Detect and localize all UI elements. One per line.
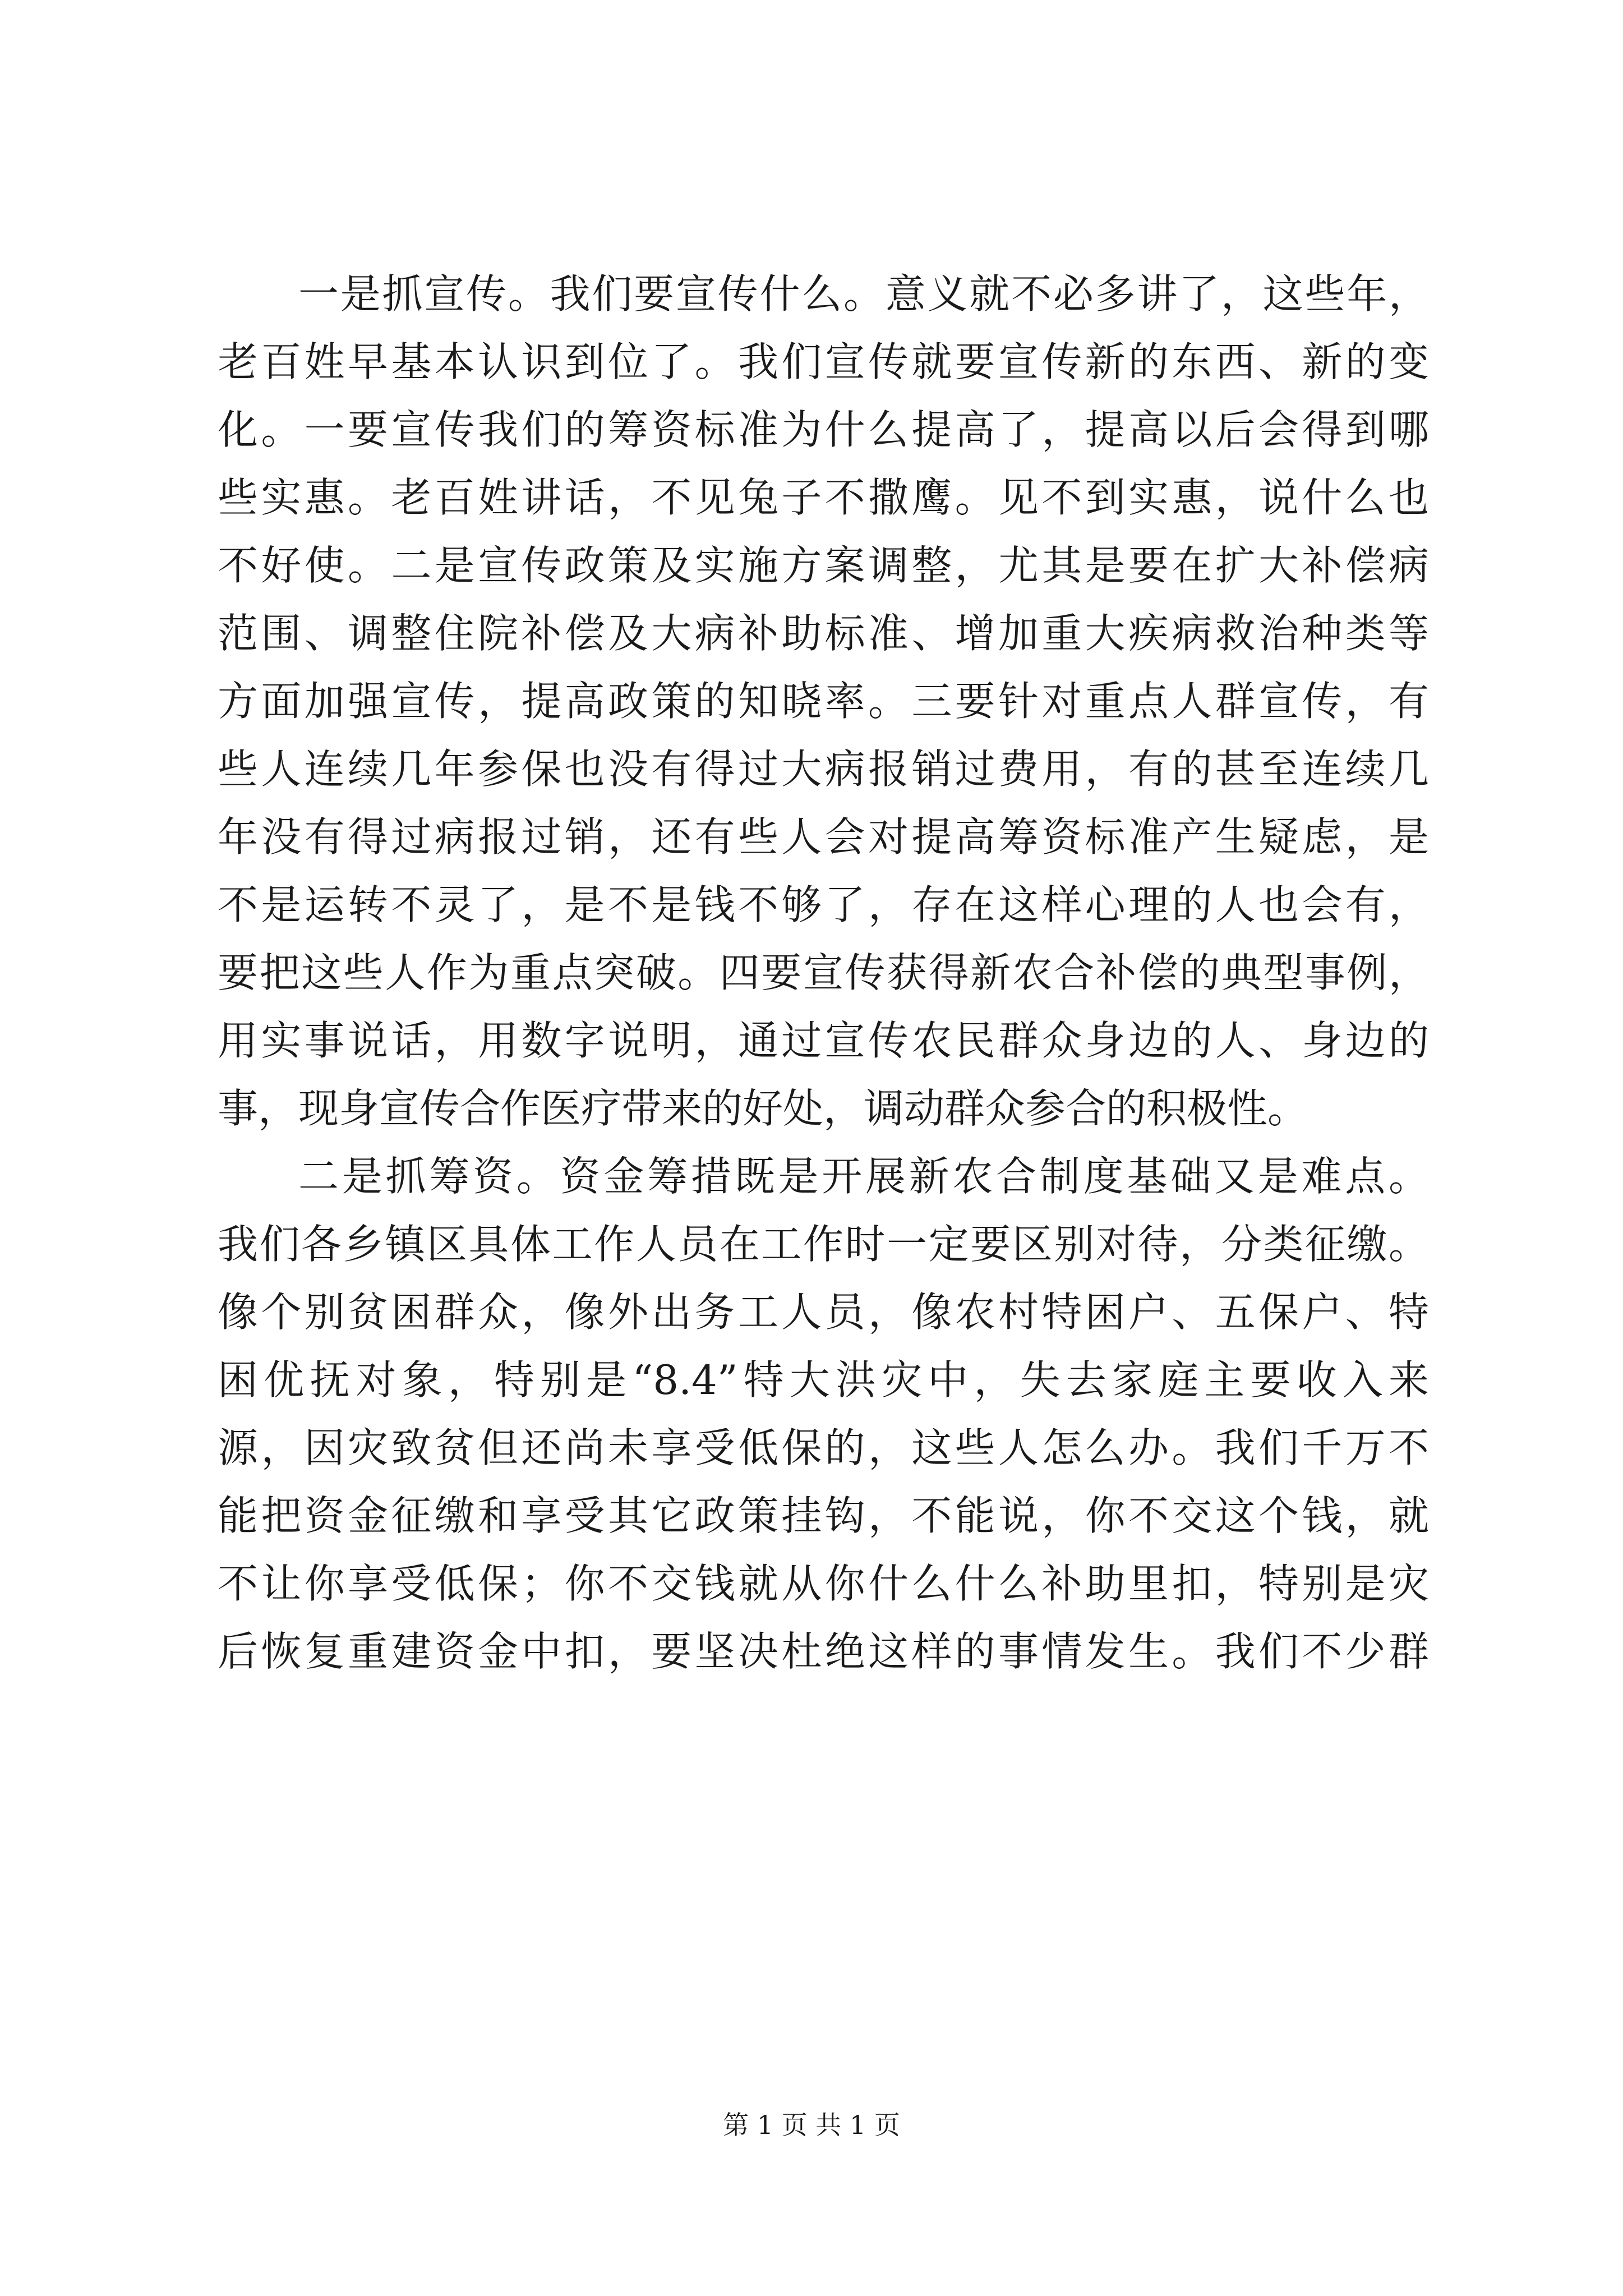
- paragraph-1-line-4: 些实惠。老百姓讲话，不见兔子不撒鹰。见不到实惠，说什么也: [218, 474, 1429, 521]
- paragraph-1-line-7: 方面加强宣传，提高政策的知晓率。三要针对重点人群宣传，有: [218, 678, 1429, 725]
- paragraph-2-line-2: 我们各乡镇区具体工作人员在工作时一定要区别对待，分类征缴。: [218, 1221, 1429, 1268]
- paragraph-1-line-10: 不是运转不灵了，是不是钱不够了，存在这样心理的人也会有，: [218, 881, 1429, 928]
- paragraph-1-line-12: 用实事说话，用数字说明，通过宣传农民群众身边的人、身边的: [218, 1017, 1429, 1064]
- paragraph-1-line-1: 一是抓宣传。我们要宣传什么。意义就不必多讲了，这些年，: [298, 270, 1429, 318]
- paragraph-2-line-1: 二是抓筹资。资金筹措既是开展新农合制度基础又是难点。: [298, 1153, 1429, 1200]
- paragraph-2-line-8: 后恢复重建资金中扣，要坚决杜绝这样的事情发生。我们不少群: [218, 1628, 1429, 1675]
- paragraph-1-line-8: 些人连续几年参保也没有得过大病报销过费用，有的甚至连续几: [218, 746, 1429, 793]
- paragraph-1-line-2: 老百姓早基本认识到位了。我们宣传就要宣传新的东西、新的变: [218, 338, 1429, 385]
- paragraph-1-line-5: 不好使。二是宣传政策及实施方案调整，尤其是要在扩大补偿病: [218, 542, 1429, 589]
- paragraph-1-line-11: 要把这些人作为重点突破。四要宣传获得新农合补偿的典型事例，: [218, 949, 1429, 996]
- paragraph-1-line-6: 范围、调整住院补偿及大病补助标准、增加重大疾病救治种类等: [218, 610, 1429, 657]
- paragraph-2-line-5: 源，因灾致贫但还尚未享受低保的，这些人怎么办。我们千万不: [218, 1424, 1429, 1471]
- paragraph-2-line-4: 困优抚对象，特别是“8.4”特大洪灾中，失去家庭主要收入来: [218, 1356, 1429, 1404]
- paragraph-1-line-13: 事，现身宣传合作医疗带来的好处，调动群众参合的积极性。: [218, 1085, 1308, 1132]
- paragraph-2-line-3: 像个别贫困群众，像外出务工人员，像农村特困户、五保户、特: [218, 1289, 1429, 1336]
- paragraph-1-line-9: 年没有得过病报过销，还有些人会对提高筹资标准产生疑虑，是: [218, 813, 1429, 861]
- document-body: [218, 260, 1429, 1686]
- page-footer: 第 1 页 共 1 页: [723, 2110, 900, 2140]
- paragraph-1-line-3: 化。一要宣传我们的筹资标准为什么提高了，提高以后会得到哪: [218, 406, 1429, 453]
- paragraph-2-line-7: 不让你享受低保；你不交钱就从你什么什么补助里扣，特别是灾: [218, 1560, 1429, 1607]
- paragraph-2-line-6: 能把资金征缴和享受其它政策挂钩，不能说，你不交这个钱，就: [218, 1492, 1429, 1539]
